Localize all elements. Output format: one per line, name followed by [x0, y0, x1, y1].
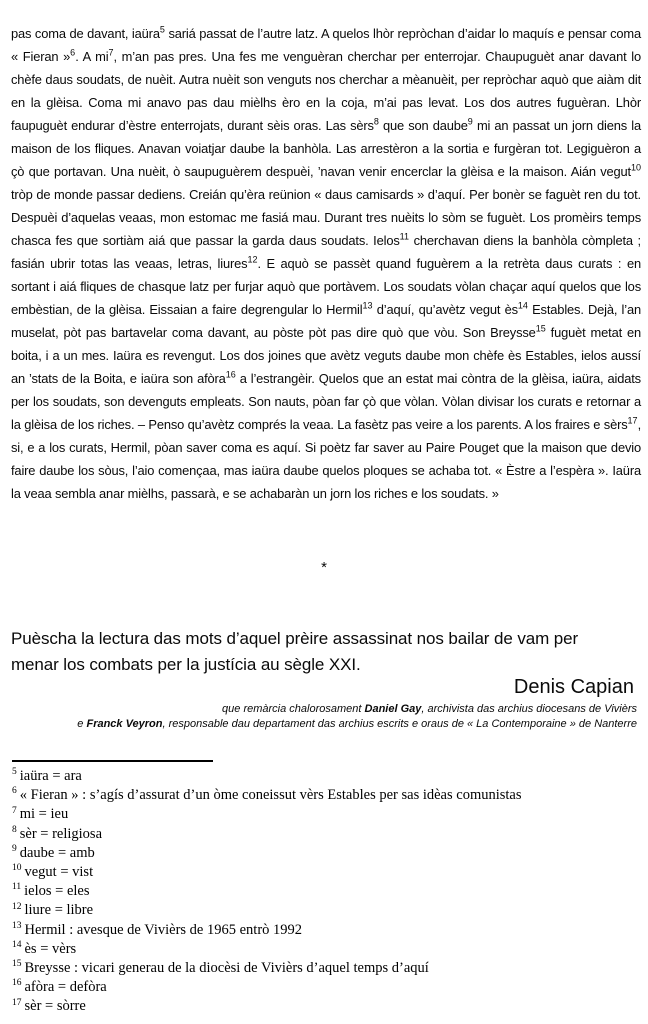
attribution-line — [0, 702, 637, 717]
footnote-item — [12, 940, 641, 959]
footnote-number: 15 — [12, 959, 22, 970]
footnote-number: 5 — [12, 767, 17, 778]
footnote-ref: 7 — [108, 47, 114, 58]
attribution-line — [0, 717, 637, 732]
footnote-text: daube = amb — [19, 844, 95, 861]
text-segment: . E aquò se passèt quand fuguèrem a la retrèta daus curats : en sortant i aiá fliques de chasque latz per furjar aquò que portàvem. Los soudats vòlan chaçar aquí quelos que los embèstian, de la glèisa. Eissaian a faire degrengular lo Hermil — [11, 255, 642, 317]
footnote-text: iaüra = ara — [19, 768, 82, 784]
footnote-item — [12, 767, 641, 786]
bold-name: Franck Veyron — [86, 717, 163, 730]
text-segment: e — [77, 717, 87, 730]
text-segment: , si, e a los curats, Hermil, pòan saver coma es aquí. Si poètz far saver au Paire Pouget que la maison que devio faire daube los sòus, l’aio començaa, mas iaüra daube quelos ploques se achaba tot. « Èstre a l’espèra ». Iaüra la veaa sembla anar mièlhs, passarà, e se achabaràn un jorn los riches e los soudats. » — [11, 416, 641, 501]
footnote-text: Breysse : vicari generau de la diocèsi de Vivièrs d’aquel temps d’aquí — [24, 960, 429, 977]
text-segment: cherchavan diens la banhòla còmpleta ; fasián ubrir totas las veaas, letras, liures — [11, 232, 641, 271]
footnote-item — [12, 997, 641, 1016]
text-segment: sariá passat de l’autre latz. A quelos lhòr repròchan d’aidar lo maquís e pensar coma « Fieran » — [11, 25, 642, 64]
footnote-item — [12, 901, 641, 920]
footnote-item — [12, 786, 641, 805]
footnote-ref: 9 — [467, 116, 473, 127]
footnote-number: 11 — [12, 882, 22, 893]
bold-name: Daniel Gay — [364, 703, 422, 715]
footnote-text: « Fieran » : s’agís d’assurat d’un òme coneissut vèrs Estables per sas idèas comunistas — [19, 787, 522, 804]
footnote-ref: 16 — [225, 369, 236, 380]
footnote-number: 7 — [12, 805, 17, 816]
footnote-text: afòra = defòra — [24, 979, 107, 996]
text-segment: Estables. Dejà, l’an muselat, pòt pas bartavelar coma davant, au pòste pòt pas dire quò que vòu. Son Breysse — [11, 301, 642, 340]
footnote-item — [12, 921, 641, 940]
text-segment: , responsable dau departament das archius escrits e oraus de « La Contemporaine » de Nanterre — [162, 717, 637, 730]
footnote-item — [12, 844, 641, 863]
footnote-number: 17 — [12, 997, 22, 1008]
footnote-ref: 5 — [159, 24, 165, 35]
text-segment: tròp de monde passar dediens. Creián qu’èra reünion « daus camisards » d’aquí. Per bonèr se faguèt ren du tot. Despuèi d’aquelas veaas, mon estomac me fasiá mau. Durant tres nuèits lo sòm se fuguèt. Los promèirs temps chasca fes que sortiàm aiá que passar la garda daus soudats. Ielos — [11, 186, 641, 248]
footnotes-list — [12, 767, 641, 1017]
footnote-ref: 13 — [362, 300, 373, 311]
signature-name: Denis Capian — [513, 676, 634, 698]
text-segment: mi an passat un jorn diens la maison de los fliques. Anavan voiatjar daube la banhòla. Las arrestèron a la sortia e furgèran tot. Legiguèron a çò que portavan. Una nuèit, ò saupuguèrem despuèi, ’navan venir encerclar la glèisa e la maison. Aián vegut — [11, 117, 641, 179]
footnote-separator-rule — [12, 760, 213, 762]
footnote-ref: 14 — [517, 300, 528, 311]
footnote-item — [12, 882, 641, 901]
text-segment: pas coma de davant, iaüra — [11, 25, 160, 41]
signature-attribution — [0, 702, 637, 731]
section-divider-asterisk: * — [321, 559, 327, 576]
footnote-item — [12, 805, 641, 824]
footnote-ref: 6 — [70, 47, 76, 58]
footnote-item — [12, 863, 641, 882]
footnote-number: 6 — [12, 786, 17, 797]
footnote-ref: 15 — [535, 323, 546, 334]
footnote-ref: 11 — [399, 231, 409, 242]
footnote-text: vegut = vist — [24, 864, 94, 881]
text-segment: , archivista das archius diocesans de Vivièrs — [421, 703, 637, 715]
footnote-number: 8 — [12, 824, 17, 835]
footnote-text: sèr = religiosa — [19, 825, 103, 842]
text-segment: . A mi — [75, 48, 109, 64]
footnote-ref: 17 — [627, 415, 638, 426]
footnote-item — [12, 959, 641, 978]
footnote-text: ielos = eles — [24, 883, 90, 900]
text-segment: , m’an pas pres. Una fes me venguèran cherchar per enterrojar. Chaupuguèt anar davant lo chèfe daus soudats, de nuèit. Autra nuèit son venguts nos cherchar a mèanuèit, per repròchar aquò que aiàm dit en la glèisa. Coma mi anavo pas dau mièlhs èro en la coja, m’ai pas levat. Los dos autres fuguèran. Lhòr faupuguèt endurar d’èstre enterrojats, durant sèis oras. Las sèrs — [11, 48, 641, 133]
text-segment: d’aquí, qu’avètz vegut ès — [372, 301, 518, 317]
closing-paragraph: Puèscha la lectura das mots d’aquel prèire assassinat nos bailar de vam per menar los combats per la justícia au sègle XXI. — [11, 629, 579, 674]
text-segment: que son daube — [378, 117, 468, 133]
footnote-text: mi = ieu — [19, 806, 69, 823]
body-paragraph — [11, 22, 641, 505]
footnote-number: 10 — [12, 863, 22, 874]
footnote-text: ès = vèrs — [24, 940, 77, 957]
footnote-number: 12 — [12, 901, 22, 912]
text-segment: fuguèt metat en boita, i a un mes. Iaüra es revengut. Los dos joines que avètz veguts daube mon chèfe ès Estables, ielos aussí an ’stats de la Boita, e iaüra son afòra — [11, 324, 641, 386]
footnote-ref: 10 — [630, 162, 641, 173]
text-segment: a l’estrangèir. Quelos que an estat mai còntra de la glèisa, iaüra, aidats per los soudats, son devenguts empleats. Son nauts, pòan far çò que vòlan. Vòlan divisar los curats e retornar a la glèisa de los riches. – Penso qu’avètz comprés la veaa. La fasètz pas veire a los parents. A los fraires e sèrs — [11, 370, 641, 432]
footnote-text: Hermil : avesque de Vivièrs de 1965 entrò 1992 — [24, 921, 303, 938]
footnote-text: liure = libre — [24, 902, 94, 919]
footnote-text: sèr = sòrre — [24, 998, 86, 1015]
footnote-item — [12, 978, 641, 997]
footnote-ref: 12 — [247, 254, 258, 265]
footnote-number: 9 — [12, 843, 17, 854]
footnote-number: 13 — [12, 920, 22, 931]
text-segment: que remàrcia chalorosament — [222, 703, 365, 715]
footnote-number: 16 — [12, 978, 22, 989]
footnote-ref: 8 — [373, 116, 379, 127]
footnote-item — [12, 825, 641, 844]
footnote-number: 14 — [12, 940, 22, 950]
